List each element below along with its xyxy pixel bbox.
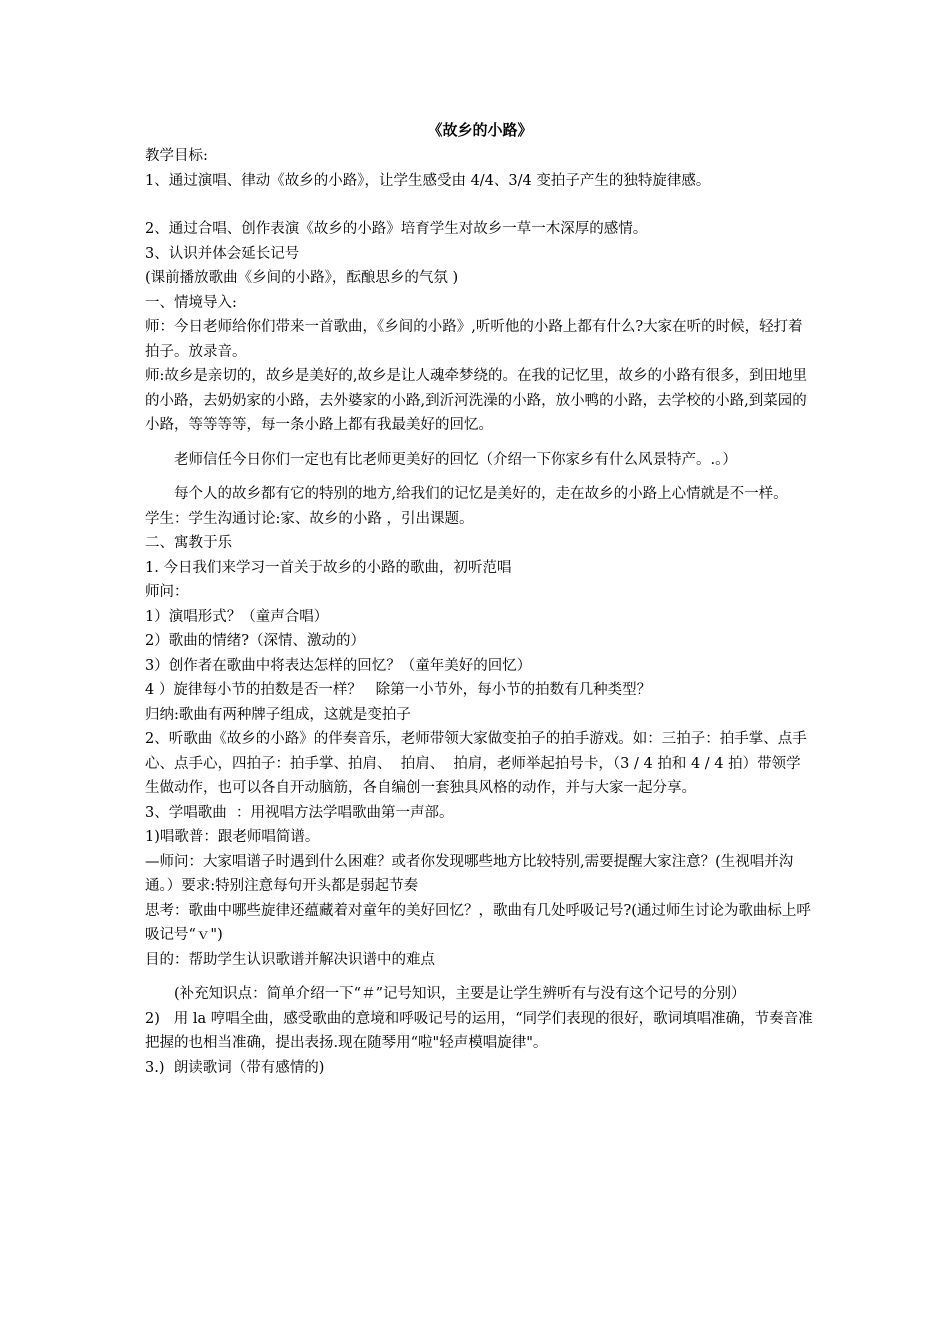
supplement-note: (补充知识点：简单介绍一下“＃”记号知识，主要是让学生辨听有与没有这个记号的分别） bbox=[174, 986, 746, 1002]
step-3-substep-3: 3.) 朗读歌词（带有感情的) bbox=[145, 1059, 325, 1076]
goal-2: 2、通过合唱、创作表演《故乡的小路》培育学生对故乡一草一木深厚的感情。 bbox=[145, 221, 648, 237]
goal-3: 3、认识并体会延长记号 bbox=[145, 245, 300, 262]
part2-heading: 二、寓教于乐 bbox=[145, 535, 232, 551]
part1-paragraph-5: 学生：学生沟通讨论:家、故乡的小路 ，引出课题。 bbox=[145, 510, 474, 527]
purpose-note: 目的：帮助学生认识歌谱并解决识谱中的难点 bbox=[145, 951, 435, 968]
part2-step-3: 3、学唱歌曲 ：用视唱方法学唱歌曲第一声部。 bbox=[145, 804, 454, 821]
question-1: 1）演唱形式？（童声合唱） bbox=[145, 608, 329, 625]
goal-1: 1、通过演唱、律动《故乡的小路》，让学生感受由 4/4、3/4 变拍子产生的独特旋律感。 bbox=[145, 172, 711, 189]
document-body bbox=[145, 118, 815, 1080]
part2-step-2: 2、听歌曲《故乡的小路》的伴奏音乐，老师带领大家做变拍子的拍手游戏。如：三拍子：拍手掌、点手心、点手心，四拍子：拍手掌、拍肩、 拍肩、 拍肩，老师举起拍号卡，（3 / 4 拍和 4 / 4 拍）带领学生做动作，也可以各自开动脑筋，各自编创一套独具风格的动作，并与大家一起分享。 bbox=[145, 731, 807, 796]
step-3-substep-1: 1)唱歌普：跟老师唱简谱。 bbox=[145, 829, 320, 845]
summary: 归纳:歌曲有两种牌子组成，这就是变拍子 bbox=[145, 706, 411, 723]
goals-heading: 教学目标: bbox=[145, 148, 208, 164]
part1-heading: 一、情境导入: bbox=[145, 294, 237, 311]
question-3: 3）创作者在歌曲中将表达怎样的回忆？（童年美好的回忆） bbox=[145, 657, 532, 674]
step-3-teacher-question: —师问：大家唱谱子时遇到什么困难？或者你发现哪些地方比较特别,需要提醒大家注意？(生视唱并沟通。）要求:特别注意每句开头都是弱起节奏 bbox=[145, 853, 794, 894]
part1-paragraph-4: 每个人的故乡都有它的特别的地方,给我们的记忆是美好的，走在故乡的小路上心情就是不一样。 bbox=[174, 486, 788, 502]
pre-class-note: (课前播放歌曲《乡间的小路》，酝酿思乡的气氛 ) bbox=[145, 270, 459, 286]
thinking-prompt: 思考：歌曲中哪些旋律还蕴藏着对童年的美好回忆？，歌曲有几处呼吸记号?(通过师生讨论为歌曲标上呼吸记号“ｖ") bbox=[145, 902, 811, 943]
question-4: 4 ）旋律每小节的拍数是否一样？ 除第一小节外，每小节的拍数有几种类型？ bbox=[145, 682, 652, 698]
step-3-substep-2: 2) 用 la 哼唱全曲，感受歌曲的意境和呼吸记号的运用，“同学们表现的很好，歌词填唱准确，节奏音准把握的也相当准确，提出表扬.现在随琴用“啦"轻声模唱旋律"。 bbox=[145, 1010, 813, 1051]
part2-step-1: 1. 今日我们来学习一首关于故乡的小路的歌曲，初听范唱 bbox=[145, 559, 512, 576]
document-title: 《故乡的小路》 bbox=[427, 121, 533, 139]
part1-paragraph-3: 老师信任今日你们一定也有比老师更美好的回忆（介绍一下你家乡有什么风景特产。.。） bbox=[174, 451, 737, 468]
question-2: 2）歌曲的情绪?（深情、激动的） bbox=[145, 633, 365, 649]
part1-paragraph-2: 师:故乡是亲切的，故乡是美好的,故乡是让人魂牵梦绕的。在我的记忆里，故乡的小路有很多，到田地里的小路，去奶奶家的小路，去外婆家的小路,到沂河洗澡的小路，放小鸭的小路，去学校的小路,到菜园的小路，等等等等，每一条小路上都有我最美好的回忆。 bbox=[145, 368, 807, 433]
part1-paragraph-1: 师：今日老师给你们带来一首歌曲，《乡间的小路》,听听他的小路上都有什么?大家在听的时候，轻打着拍子。放录音。 bbox=[145, 319, 803, 360]
teacher-asks: 师问： bbox=[145, 584, 189, 600]
